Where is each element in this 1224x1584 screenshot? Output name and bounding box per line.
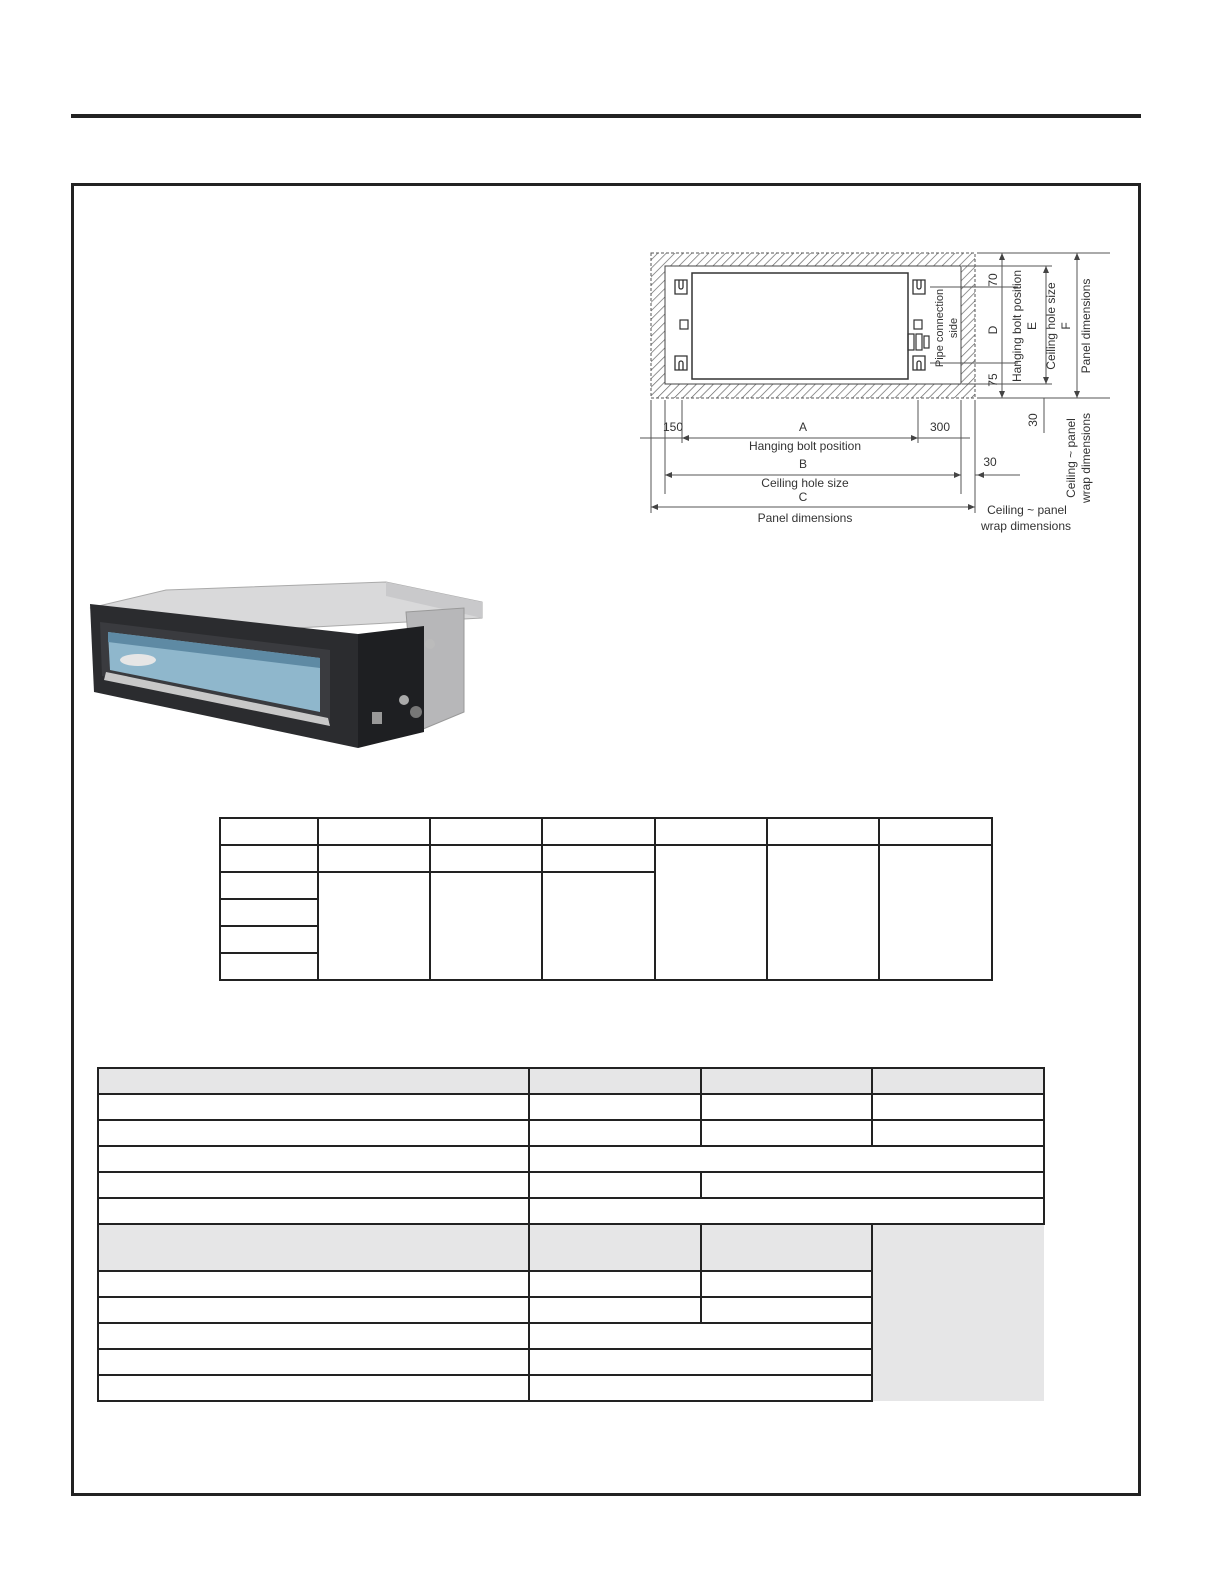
- dim-70-label: 70: [986, 273, 1000, 287]
- table-cell: [529, 1068, 701, 1094]
- dim-75-label: 75: [986, 373, 1000, 387]
- table-cell: [98, 1297, 529, 1323]
- table-cell: [98, 1224, 529, 1271]
- ducted-unit-image: [86, 572, 486, 750]
- table-cell: [98, 1120, 529, 1146]
- panel-dim-h-label: Panel dimensions: [757, 511, 853, 525]
- table-cell: [529, 1120, 701, 1146]
- table-cell: [701, 1297, 873, 1323]
- hanging-bolt-h-label: Hanging bolt position: [748, 439, 862, 453]
- table-cell: [98, 1375, 529, 1401]
- table-cell: [98, 1068, 529, 1094]
- table-cell: [701, 1094, 873, 1120]
- table-cell: [220, 818, 318, 845]
- table-row: [98, 1094, 1044, 1120]
- table-cell: [98, 1323, 529, 1349]
- dim-300-label: 300: [929, 420, 951, 434]
- table-cell: [701, 1224, 873, 1271]
- dim-c-label: C: [798, 490, 808, 504]
- table-cell: [98, 1198, 529, 1224]
- table-cell: [529, 1349, 872, 1375]
- table-cell: [318, 845, 431, 872]
- table-cell: [220, 845, 318, 872]
- pipe-side-label-2: side: [948, 317, 960, 339]
- table-cell: [872, 1120, 1044, 1146]
- table-cell: [872, 1094, 1044, 1120]
- wrap-h-label-2: wrap dimensions: [980, 519, 1072, 533]
- table-cell: [430, 872, 542, 980]
- dim-150-label: 150: [662, 420, 684, 434]
- table-cell: [430, 818, 542, 845]
- table-cell: [655, 818, 767, 845]
- table-cell: [318, 872, 431, 980]
- table-cell: [529, 1172, 701, 1198]
- table-cell: [220, 872, 318, 899]
- table-cell: [701, 1120, 873, 1146]
- table-cell: [879, 818, 992, 845]
- table-cell: [701, 1068, 873, 1094]
- table-row: [98, 1172, 1044, 1198]
- panel-dim-v-label: Panel dimensions: [1079, 278, 1093, 374]
- table-cell: [220, 926, 318, 953]
- wrap-v-label-2: wrap dimensions: [1079, 412, 1093, 504]
- table-cell: [879, 845, 992, 980]
- table-cell: [542, 845, 655, 872]
- table-header-row: [98, 1068, 1044, 1094]
- table-cell: [98, 1146, 529, 1172]
- table-cell: [542, 818, 655, 845]
- table-cell: [872, 1068, 1044, 1094]
- table-cell: [529, 1375, 872, 1401]
- table-cell: [767, 845, 880, 980]
- table-cell: [98, 1172, 529, 1198]
- table-cell: [98, 1271, 529, 1297]
- table-cell: [220, 899, 318, 926]
- table-row: [98, 1120, 1044, 1146]
- ceiling-hole-v-label: Ceiling hole size: [1044, 282, 1058, 370]
- wrap-h-label-1: Ceiling ~ panel: [987, 503, 1067, 517]
- table-cell: [529, 1271, 701, 1297]
- table-cell: [529, 1323, 872, 1349]
- table-row: [220, 845, 992, 872]
- table-cell: [529, 1094, 701, 1120]
- table-cell: [767, 818, 880, 845]
- table-cell: [98, 1094, 529, 1120]
- table-cell: [430, 845, 542, 872]
- specification-table: [97, 1067, 1045, 1402]
- table-row: [220, 818, 992, 845]
- ceiling-hole-h-label: Ceiling hole size: [761, 476, 849, 490]
- pipe-side-label-1: Pipe connection: [934, 288, 946, 368]
- table-cell: [529, 1198, 1044, 1224]
- table-cell: [98, 1349, 529, 1375]
- dim-f-label: F: [1059, 322, 1073, 330]
- table-cell: [318, 818, 431, 845]
- table-blank-area: [872, 1224, 1044, 1401]
- dimension-table: [219, 817, 993, 981]
- table-cell: [701, 1172, 1044, 1198]
- table-row: [98, 1146, 1044, 1172]
- table-cell: [655, 845, 767, 980]
- table-cell: [529, 1297, 701, 1323]
- dim-b-label: B: [798, 457, 808, 471]
- dim-d-label: D: [986, 325, 1000, 335]
- dim-30-v-label: 30: [1026, 413, 1040, 427]
- table-cell: [701, 1271, 873, 1297]
- unit-body-outline: [692, 273, 908, 379]
- wrap-v-label-1: Ceiling ~ panel: [1064, 418, 1078, 498]
- table-header-row: [98, 1224, 1044, 1271]
- table-row: [98, 1198, 1044, 1224]
- dim-e-label: E: [1025, 321, 1039, 331]
- hanging-bolt-v-label: Hanging bolt position: [1010, 269, 1024, 383]
- header-rule: [71, 114, 1141, 118]
- dim-a-label: A: [798, 420, 808, 434]
- table-cell: [542, 872, 655, 980]
- installation-diagram: [640, 228, 1110, 540]
- dim-30-h-label: 30: [983, 455, 997, 469]
- table-cell: [529, 1146, 1044, 1172]
- table-cell: [220, 953, 318, 980]
- table-cell: [529, 1224, 701, 1271]
